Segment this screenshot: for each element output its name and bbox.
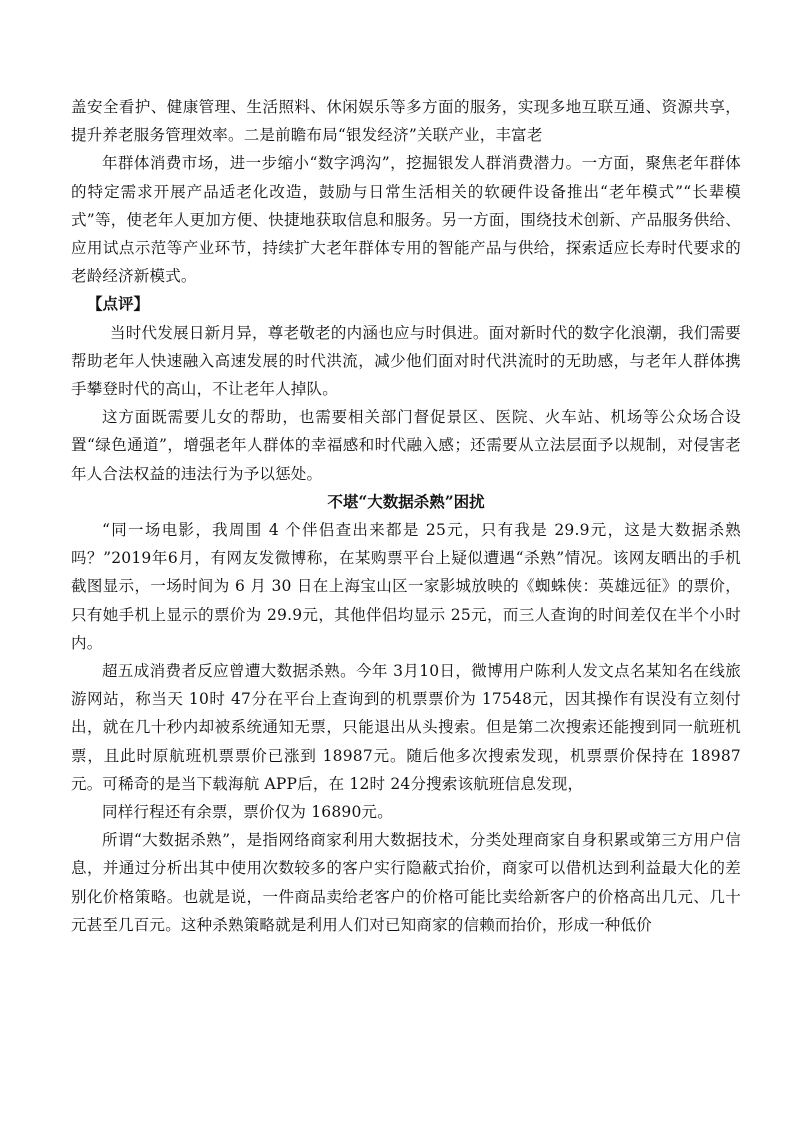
paragraph-7: 同样行程还有余票，票价仅为 16890元。 [102, 803, 393, 822]
paragraph-5: “同一场电影，我周围 4 个伴侣查出来都是 25元，只有我是 29.9元，这是大数据杀熟吗？”2019年6月，有网友发微博称，在某购票平台上疑似遭遇“杀熟”情况。该网友晒出的手机截图显示，一场时间为 6 月 30 日在上海宝山区一家影城放映的《蜘蛛侠：英雄远征》的票价，只有她手机上显示的票价为 29.9元，其他伴侣均显示 25元，而三人查询的时间差仅在半个小时内。 [71, 521, 741, 652]
paragraph-1: 盖安全看护、健康管理、生活照料、休闲娱乐等多方面的服务，实现多地互联互通、资源共享，提升养老服务管理效率。二是前瞻布局“银发经济”关联产业，丰富老 [71, 98, 741, 145]
paragraph-8: 所谓“大数据杀熟”，是指网络商家利用大数据技术，分类处理商家自身积累或第三方用户信息，并通过分析出其中使用次数较多的客户实行隐蔽式抬价，商家可以借机达到利益最大化的差别化价格策略。也就是说，一件商品卖给老客户的价格可能比卖给新客户的价格高出几元、几十元甚至几百元。这种杀熟策略就是利用人们对已知商家的信赖而抬价，形成一种低价 [71, 831, 741, 934]
section-title: 不堪“大数据杀熟”困扰 [327, 491, 485, 511]
document-page [71, 93, 741, 939]
paragraph-2: 年群体消费市场，进一步缩小“数字鸿沟”，挖掘银发人群消费潜力。一方面，聚焦老年群体的特定需求开展产品适老化改造，鼓励与日常生活相关的软硬件设备推出“老年模式”“长辈模式”等，使老年人更加方便、快捷地获取信息和服务。另一方面，围绕技术创新、产品服务供给、应用试点示范等产业环节，持续扩大老年群体专用的智能产品与供给，探索适应长寿时代要求的老龄经济新模式。 [71, 154, 741, 286]
review-label: 【点评】 [87, 294, 150, 314]
paragraph-6: 超五成消费者反应曾遭大数据杀熟。今年 3月10日，微博用户陈利人发文点名某知名在线旅游网站，称当天 10时 47分在平台上查询到的机票票价为 17548元，因其操作有误没有立刻付出，就在几十秒内却被系统通知无票，只能退出从头搜索。但是第二次搜索还能搜到同一航班机票，且此时原航班机票票价已涨到 18987元。随后他多次搜索发现，机票票价保持在 18987元。可稀奇的是当下载海航 APP后，在 12时 24分搜索该航班信息发现， [71, 662, 741, 793]
paragraph-3: 当时代发展日新月异，尊老敬老的内涵也应与时俱进。面对新时代的数字化浪潮，我们需要帮助老年人快速融入高速发展的时代洪流，减少他们面对时代洪流时的无助感，与老年人群体携手攀登时代的高山，不让老年人掉队。 [71, 323, 741, 399]
paragraph-4: 这方面既需要儿女的帮助，也需要相关部门督促景区、医院、火车站、机场等公众场合设置“绿色通道”，增强老年人群体的幸福感和时代融入感；还需要从立法层面予以规制，对侵害老年人合法权益的违法行为予以惩处。 [71, 408, 741, 483]
